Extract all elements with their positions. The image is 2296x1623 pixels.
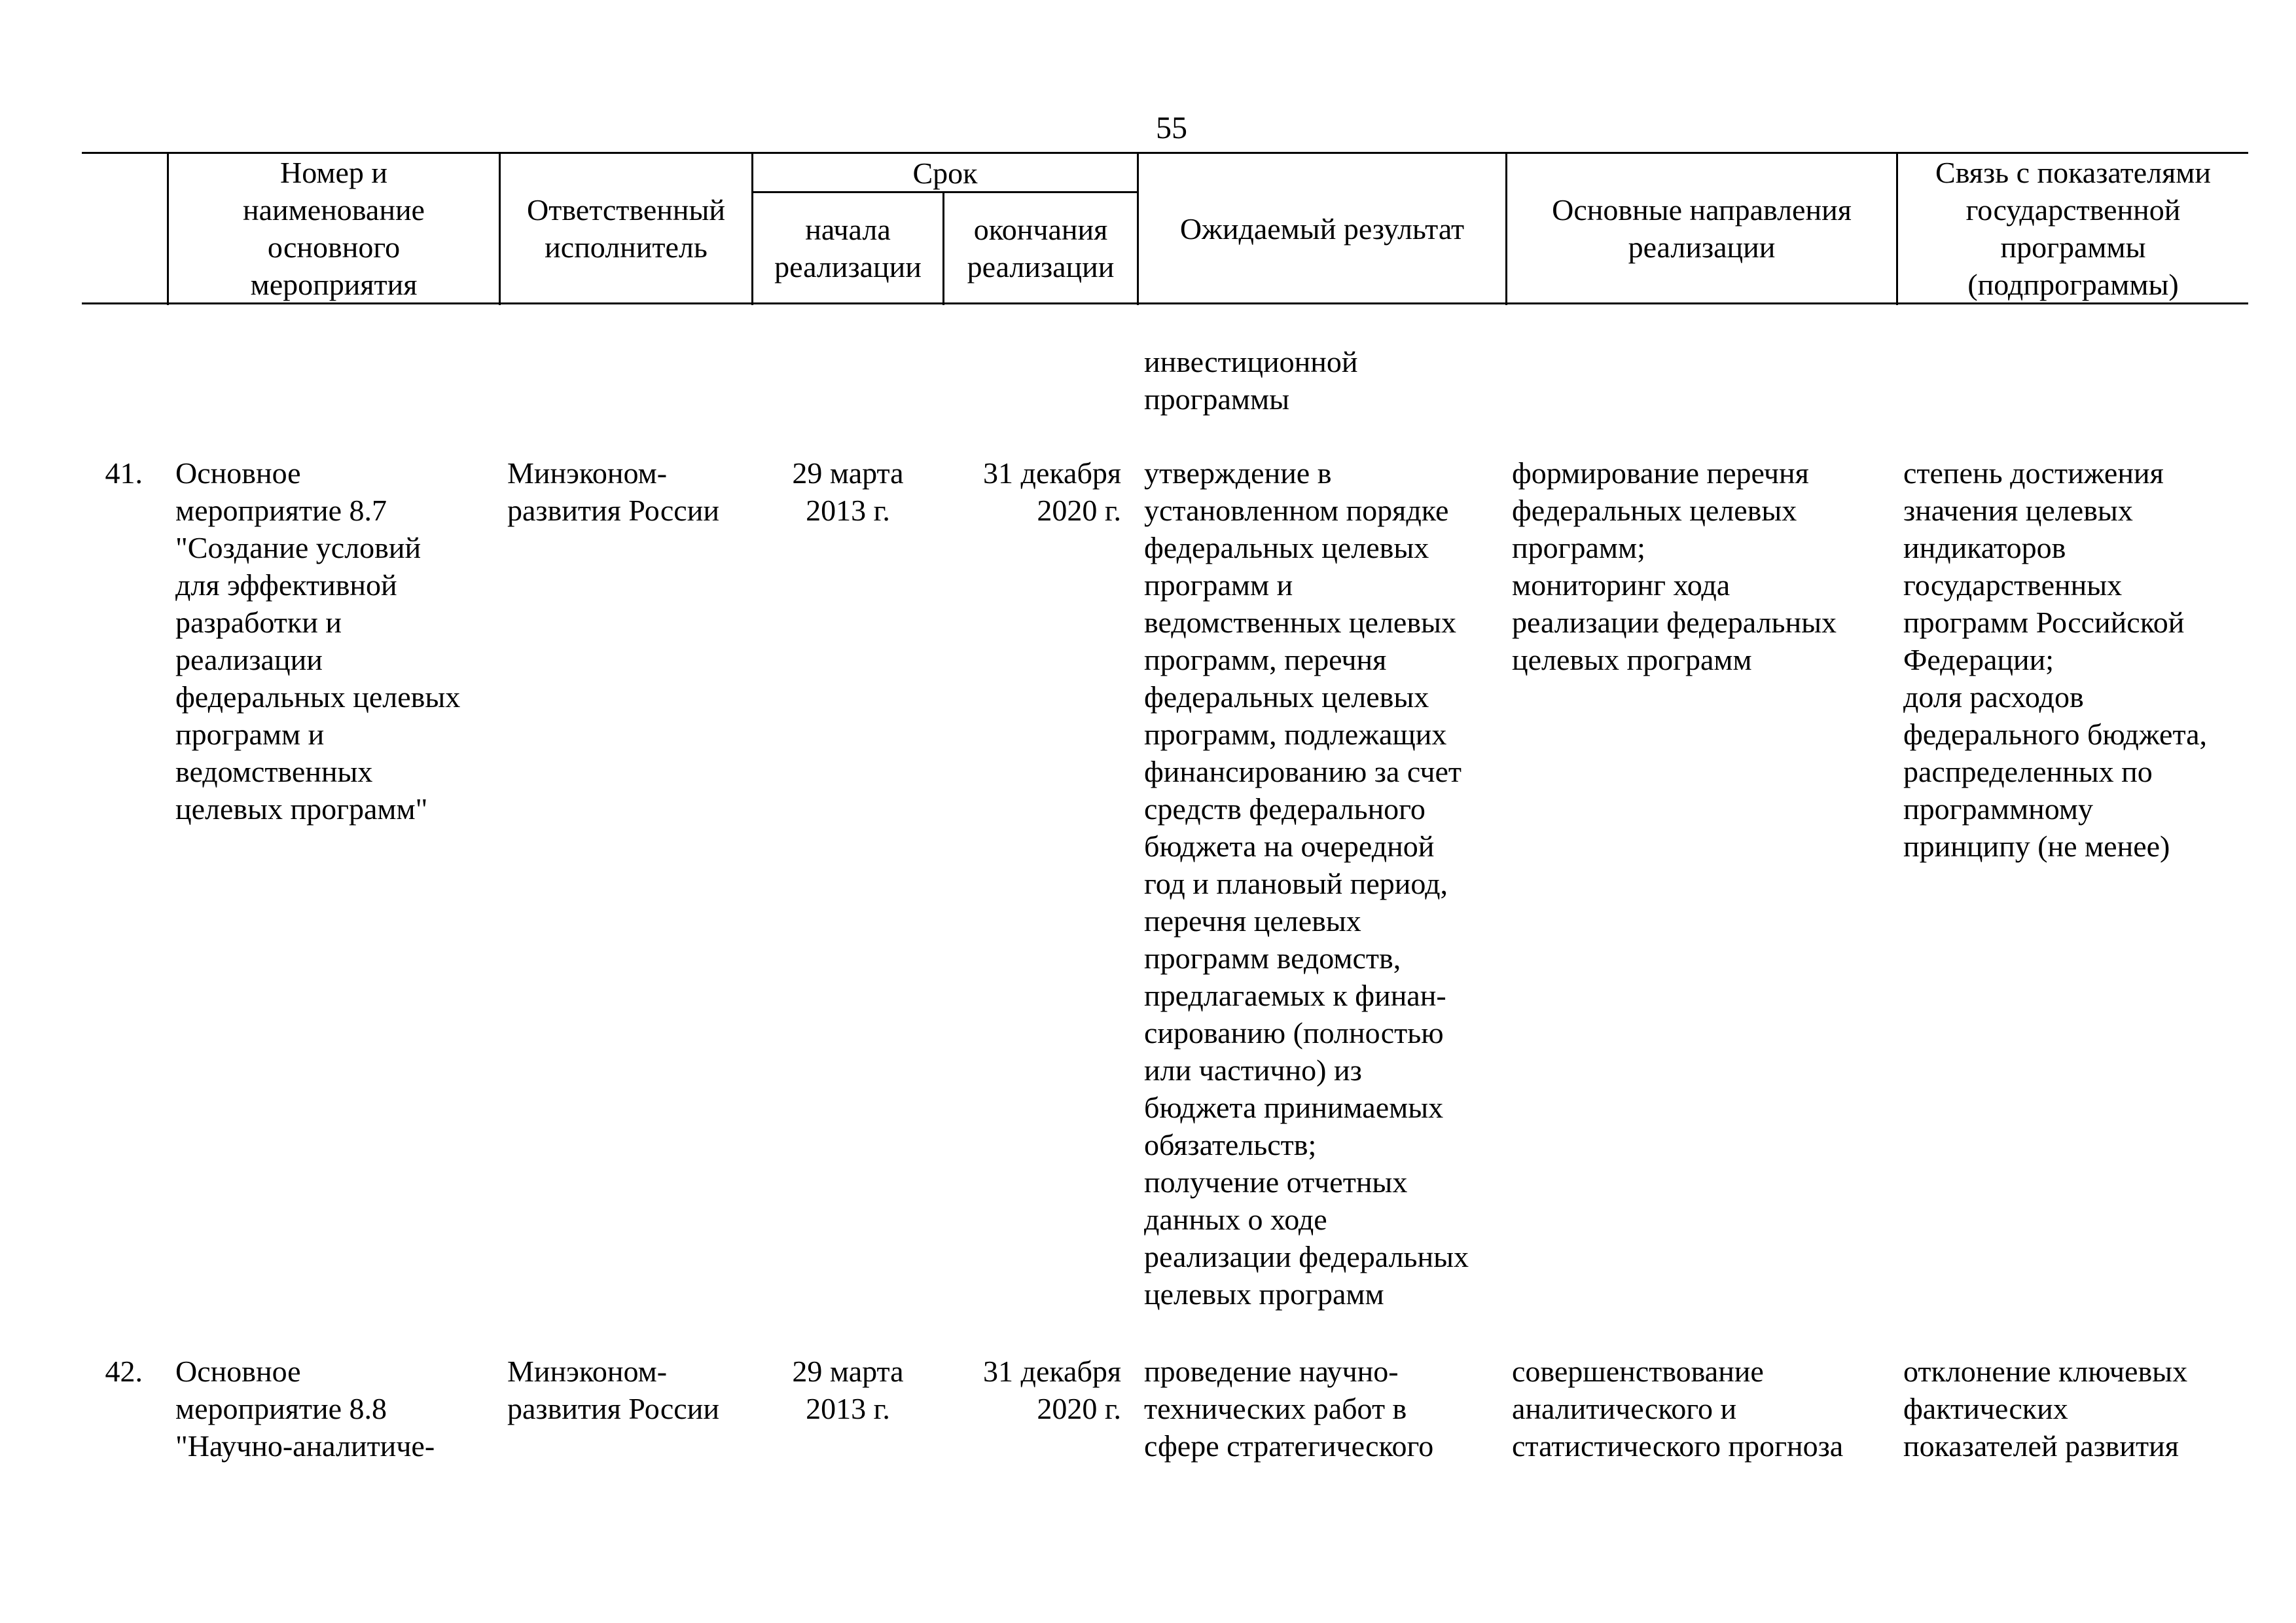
- row-executor: Минэконом- развития России: [507, 456, 719, 527]
- row-link: степень достижения значения целевых индикаторов государственных программ Российской Федерации; доля расходов федерального бюджета, распределенных по программному принципу (не менее): [1903, 456, 2208, 863]
- header-name: Номер и наименование основного мероприятия: [243, 156, 425, 301]
- row-start: 29 марта 2013 г.: [792, 456, 904, 527]
- header-end: окончания реализации: [967, 213, 1115, 283]
- row-number: 41.: [105, 456, 143, 490]
- continuation-result: инвестиционной программы: [1144, 345, 1358, 416]
- header-directions: Основные направления реализации: [1552, 193, 1852, 264]
- row-link: отклонение ключевых фактических показателей развития: [1903, 1355, 2188, 1463]
- row-result: проведение научно- технических работ в сфере стратегического: [1144, 1355, 1434, 1463]
- row-number: 42.: [105, 1355, 143, 1388]
- row-directions: формирование перечня федеральных целевых программ; мониторинг хода реализации федеральных целевых программ: [1512, 456, 1837, 676]
- row-start: 29 марта 2013 г.: [792, 1355, 904, 1425]
- header-link: Связь с показателями государственной программы (подпрограммы): [1935, 156, 2211, 301]
- page-number: 55: [1156, 111, 1187, 145]
- row-executor: Минэконом- развития России: [507, 1355, 719, 1425]
- header-executor: Ответственный исполнитель: [527, 193, 725, 264]
- row-name: Основное мероприятие 8.8 "Научно-аналитиче-: [175, 1355, 435, 1463]
- header-term: Срок: [912, 156, 978, 190]
- header-result: Ожидаемый результат: [1179, 211, 1465, 246]
- row-name: Основное мероприятие 8.7 "Создание условий для эффективной разработки и реализации федеральных целевых программ и ведомственных целевых программ": [175, 456, 461, 826]
- row-directions: совершенствование аналитического и статистического прогноза: [1512, 1355, 1844, 1463]
- row-result: утверждение в установленном порядке федеральных целевых программ и ведомственных целевых программ, перечня федеральных целевых программ, подлежащих финансированию за счет средств федерального бюджета на очередной год и плановый период, перечня целевых программ ведомств, предлагаемых к финан- сированию (полностью или частично) из бюджета принимаемых обязательств; получение отчетных данных о ходе реализации федеральных целевых программ: [1144, 456, 1469, 1311]
- row-end: 31 декабря 2020 г.: [983, 456, 1121, 527]
- header-start: начала реализации: [774, 213, 922, 283]
- row-end: 31 декабря 2020 г.: [983, 1355, 1121, 1425]
